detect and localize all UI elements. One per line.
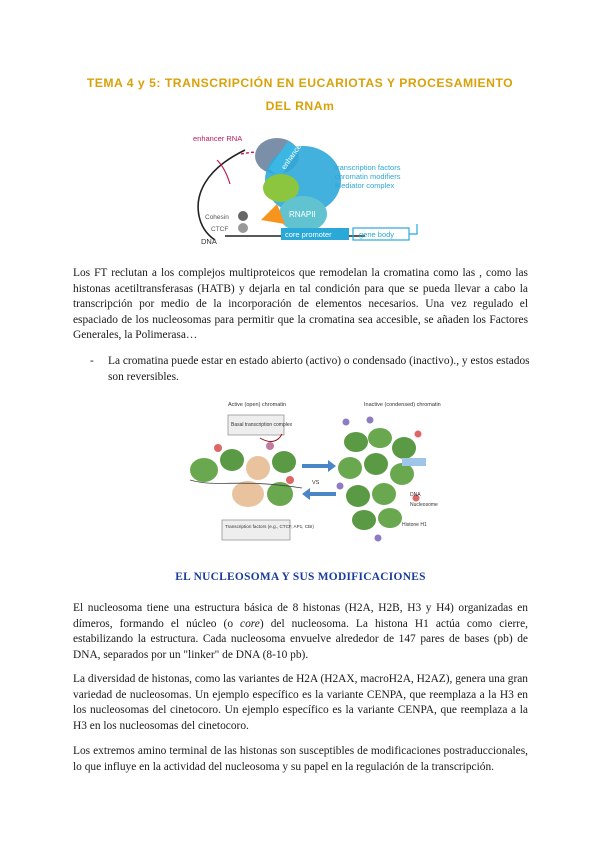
inactive-chromatin-label: Inactive (condensed) chromatin (364, 402, 441, 408)
paragraph2-part1: El nucleosoma tiene una estructura básica de 8 histonas (H2A, H2B, H3 y H4) organizadas en dímeros, formando el núcleo (o (73, 602, 528, 630)
rnapii-label: RNAPII (289, 210, 316, 219)
page-title-line-1: TEMA 4 y 5: TRANSCRIPCIÓN EN EUCARIOTAS Y PROCESAMIENTO (86, 76, 514, 90)
ctcf-label: CTCF (211, 226, 229, 233)
dna-label: DNA (201, 237, 217, 246)
section-heading: EL NUCLEOSOMA Y SUS MODIFICACIONES (175, 571, 426, 583)
cohesin-label: Cohesin (205, 214, 229, 221)
core-promoter-label: core promoter (285, 230, 332, 239)
tss-arrow-icon (409, 224, 417, 234)
dna-label: DNA (410, 492, 421, 498)
reversible-arrow-left-icon (302, 488, 336, 500)
active-nucleosomes (190, 442, 302, 507)
reversible-arrow-right-icon (302, 460, 336, 472)
paragraph-ft-recruitment: Los FT reclutan a los complejos multiproteicos que remodelan la cromatina como las , como las histonas acetiltransferasas (HATB) y dejarla en tal condición para que se pueda llevar a cabo la transcripción por medio de la incorporación de elementos necesarios. Una vez regulado el espaciado de los nucleosomas para permitir que la cromatina sea accesible, se añaden los Factores Generales, la Polimerasa… (73, 267, 528, 342)
bullet-dash: - (90, 355, 94, 367)
page-title (60, 72, 540, 118)
enhancer-label: enhancer (279, 140, 305, 172)
chromatin-modifiers-label: chromatin modifiers (335, 172, 401, 181)
chromatin-states-figure (178, 398, 441, 546)
basal-complex-label: Basal transcription complex (231, 422, 293, 428)
tf-box (222, 520, 290, 540)
vs-label: VS (312, 480, 320, 486)
cohesin-circle (238, 211, 248, 221)
paragraph2-part2: ) del nucleosoma. La histona H1 actúa como cierre, estabilizando la estructura. Cada nucleosoma envuelve alrededor de 147 pares de bases (pb) de DNA, separados por un "linker" de DNA (8-10 pb). (73, 617, 528, 661)
bullet-chromatin-states (90, 354, 530, 385)
gene-body-label: gene body (359, 230, 395, 239)
paragraph-histone-variants: La diversidad de histonas, como las variantes de H2A (H2AX, macroH2A, H2AZ), genera una gran variedad de nucleosomas. Un ejemplo específico es la variante CENPA, que reemplaza a la H3 en los nucleosomas del cinetocoro. Un ejemplo específico es la variante CENPA, que reemplaza a la H3 en los nucleosomas del cinetocoro. (73, 673, 528, 732)
active-chromatin-label: Active (open) chromatin (228, 402, 287, 408)
paragraph2-core-term: core (240, 617, 260, 630)
page-title-line-2: DEL RNAm (265, 99, 335, 113)
paragraph-nucleosome-structure (73, 601, 528, 663)
histone-h1-label: Histone H1 (402, 522, 427, 528)
enhancer-promoter-figure (185, 128, 430, 246)
paragraph-histone-tails: Los extremos amino terminal de las histonas son susceptibles de modificaciones postraduccionales, lo que influye en la actividad del nucleosoma y su papel en la regulación de la transcripción. (73, 745, 528, 773)
mediator-complex-label: Mediator complex (335, 181, 395, 190)
bullet-text: La cromatina puede estar en estado abierto (activo) o condensado (inactivo)., y estos estados son reversibles. (108, 355, 530, 383)
tf-box-label: Transcription factors (e.g., CTCF, AP1, CBI) (225, 524, 314, 529)
nucleosome-label: Nucleosome (410, 502, 438, 508)
transcription-factors-label: transcription factors (335, 163, 401, 172)
enhancer-rna-label: enhancer RNA (193, 134, 243, 143)
ctcf-circle (238, 223, 248, 233)
